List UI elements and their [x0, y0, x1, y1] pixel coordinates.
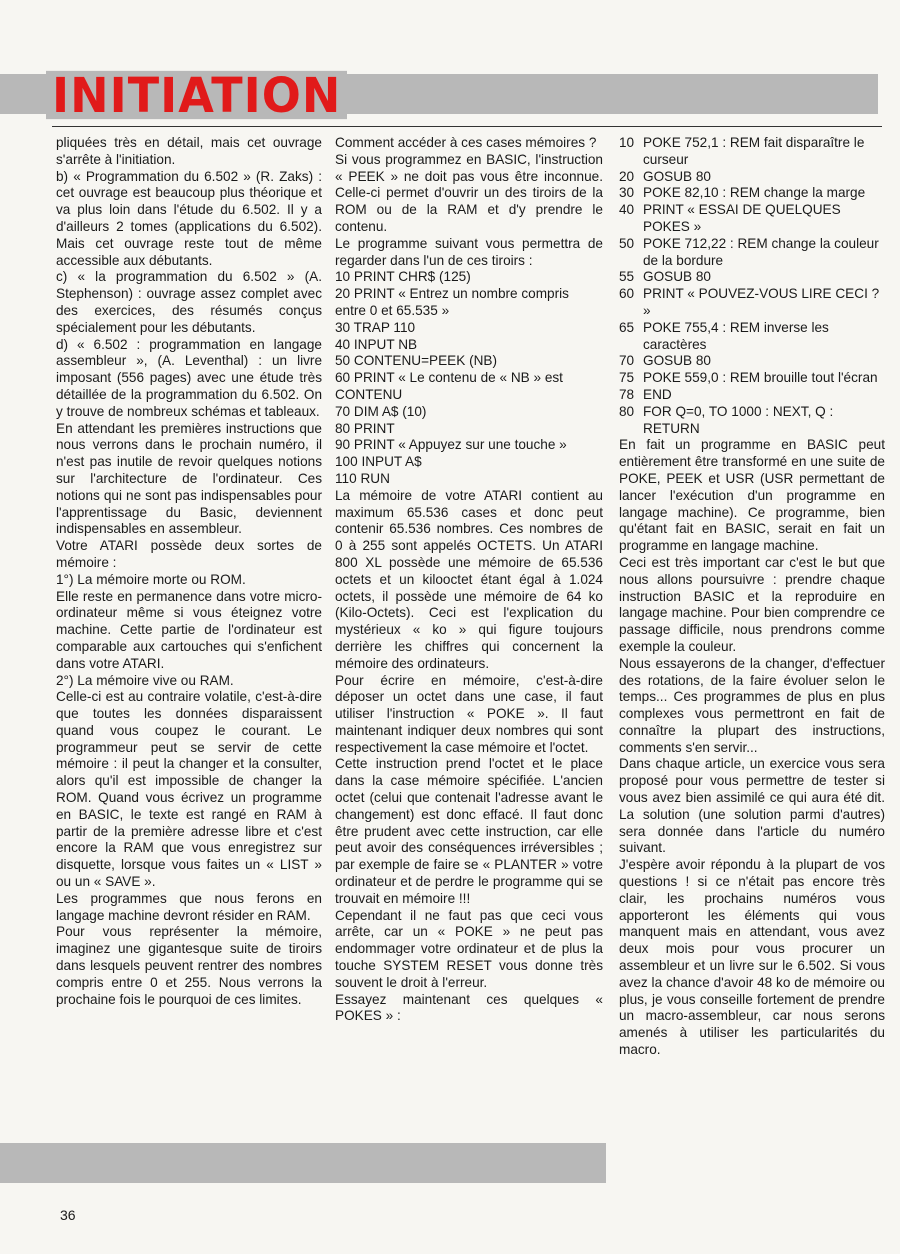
- paragraph: Les programmes que nous ferons en langage machine devront résider en RAM.: [56, 890, 322, 923]
- code-line: [619, 404, 885, 438]
- section-title: INITIATION: [46, 71, 347, 119]
- code-line: [619, 320, 885, 354]
- column-middle: [335, 135, 603, 1025]
- paragraph: pliquées très en détail, mais cet ouvrage s'arrête à l'initiation.: [56, 135, 322, 167]
- code-line: 60 PRINT « Le contenu de « NB » est CONTENU: [335, 370, 563, 402]
- column-right-body: [619, 437, 885, 1058]
- code-line: 80 PRINT: [335, 420, 395, 436]
- code-line: [619, 169, 885, 186]
- line-number: 40: [619, 202, 635, 218]
- line-number: 75: [619, 370, 635, 386]
- line-number: 20: [619, 168, 635, 184]
- paragraph: Nous essayerons de la changer, d'effectuer des rotations, de la faire évoluer selon le temps... Ces programmes de plus en plus complexes vous permettront en fait de connaître la plupart des instructions, comments s'en servir...: [619, 655, 885, 755]
- line-code: FOR Q=0, TO 1000 : NEXT, Q : RETURN: [643, 403, 834, 436]
- line-code: GOSUB 80: [643, 168, 711, 184]
- code-line: 110 RUN: [335, 470, 390, 486]
- code-line: [619, 185, 885, 202]
- paragraph: Essayez maintenant ces quelques « POKES » :: [335, 991, 603, 1024]
- code-line: [619, 370, 885, 387]
- line-code: PRINT « ESSAI DE QUELQUES POKES »: [643, 202, 841, 234]
- line-number: 80: [619, 403, 635, 419]
- code-line: [619, 286, 885, 320]
- line-code: POKE 82,10 : REM change la marge: [643, 185, 866, 201]
- paragraph: En fait un programme en BASIC peut entièrement être transformé en une suite de POKE, PEEK et USR (USR permettant de lancer l'exécution d'un programme en langage machine). Ce programme, bien qu'étant fait en BASIC, serait en fait un programme en langage machine.: [619, 437, 885, 554]
- column-right: [619, 135, 885, 1059]
- line-number: 70: [619, 353, 635, 369]
- paragraph: Dans chaque article, un exercice vous sera proposé pour vous permettre de tester si vous avez bien assimilé ce qui aura été dit. La solution (une solution parmi d'autres) sera donnée dans l'article du numéro suivant.: [619, 756, 885, 856]
- line-number: 10: [619, 135, 635, 150]
- paragraph: Pour vous représenter la mémoire, imaginez une gigantesque suite de tiroirs dans lesquels peuvent rentrer des nombres compris entre 0 et 255. Nous verrons la prochaine fois le pourquoi de ces limites.: [56, 924, 322, 1007]
- paragraph: d) « 6.502 : programmation en langage assembleur », (A. Leventhal) : un livre imposant (556 pages) avec une étude très détaillée de la programmation du 6.502. On y trouve de nombreux schémas et tableaux.: [56, 336, 322, 419]
- paragraph: Cependant il ne faut pas que ceci vous arrête, car un « POKE » ne peut pas endommager votre ordinateur et de plus la touche SYSTEM RESET vous donne très souvent le droit à l'erreur.: [335, 907, 603, 990]
- basic-listing-pokes: [619, 135, 885, 437]
- code-line: 20 PRINT « Entrez un nombre compris entre 0 et 65.535 »: [335, 286, 569, 318]
- paragraph: Comment accéder à ces cases mémoires ?: [335, 135, 597, 150]
- code-line: [619, 236, 885, 270]
- paragraph: Le programme suivant vous permettra de regarder dans l'un de ces tiroirs :: [335, 235, 603, 268]
- code-line: [619, 387, 885, 404]
- line-number: 55: [619, 269, 635, 285]
- code-line: 100 INPUT A$: [335, 454, 422, 470]
- column-left: [56, 135, 322, 1008]
- paragraph: Ceci est très important car c'est le but que nous allons poursuivre : prendre chaque instruction BASIC et la reproduire en langage machine. Pour bien comprendre ce passage difficile, nous prendrons comme exemple la couleur.: [619, 554, 885, 654]
- code-line: [619, 202, 885, 236]
- line-code: POKE 755,4 : REM inverse les caractères: [643, 319, 829, 352]
- code-line: [619, 269, 885, 286]
- paragraph: 1°) La mémoire morte ou ROM.: [56, 571, 246, 587]
- code-line: 50 CONTENU=PEEK (NB): [335, 353, 498, 369]
- line-code: END: [643, 386, 672, 402]
- paragraph: Elle reste en permanence dans votre micro-ordinateur même si vous éteignez votre machine. Cette partie de l'ordinateur est comparable aux cartouches qui s'enfichent dans votre ATARI.: [56, 588, 322, 671]
- header-rule: [52, 126, 882, 127]
- page-number: 36: [60, 1207, 76, 1223]
- line-number: 65: [619, 319, 635, 335]
- line-code: PRINT « POUVEZ-VOUS LIRE CECI ? »: [643, 286, 880, 318]
- paragraph: J'espère avoir répondu à la plupart de vos questions ! si ce n'était pas encore très clair, les prochains numéros vous apporteront les éléments qui vous manquent mais en attendant, vous avez deux mois pour vous procurer un assembleur et un livre sur le 6.502. Si vous avez la chance d'avoir 48 ko de mémoire ou plus, je vous conseille fortement de prendre un macro-assembleur, car nous serons amenés à utiliser les particularités du macro.: [619, 857, 885, 1058]
- code-line: [619, 135, 885, 169]
- line-number: 30: [619, 185, 635, 201]
- paragraph: Cette instruction prend l'octet et le place dans la case mémoire spécifiée. L'ancien octet (celui que contenait l'adresse avant le changement) est donc effacé. Il faut donc être prudent avec cette instruction, car elle peut avoir des conséquences irréversibles ; par exemple de faire se « PLANTER » votre ordinateur et de perdre le programme qui se trouvait en mémoire !!!: [335, 756, 603, 906]
- line-code: GOSUB 80: [643, 269, 711, 285]
- code-line: 10 PRINT CHR$ (125): [335, 269, 471, 285]
- line-code: POKE 712,22 : REM change la couleur de la bordure: [643, 235, 879, 268]
- paragraph: c) « la programmation du 6.502 » (A. Stephenson) : ouvrage assez complet avec des exercices, des résumés conçus spécialement pour les débutants.: [56, 269, 322, 335]
- paragraph: Celle-ci est au contraire volatile, c'est-à-dire que toutes les données disparaissent quand vous coupez le courant. Le programmeur peut se servir de cette mémoire : il peut la changer et la consulter, alors qu'il est impossible de changer la ROM. Quand vous écrivez un programme en BASIC, le texte est rangé en RAM à partir de la première adresse libre et c'est encore la RAM que vous enregistrez sur disquette, lorsque vous faites un « LIST » ou un « SAVE ».: [56, 689, 322, 890]
- line-number: 78: [619, 386, 635, 402]
- line-number: 50: [619, 235, 635, 251]
- line-code: POKE 752,1 : REM fait disparaître le curseur: [643, 135, 865, 167]
- paragraph: Votre ATARI possède deux sortes de mémoire :: [56, 538, 322, 570]
- code-line: 90 PRINT « Appuyez sur une touche »: [335, 437, 567, 453]
- column-middle-body: [335, 488, 603, 1026]
- paragraph: En attendant les premières instructions que nous verrons dans le prochain numéro, il n'est pas inutile de revoir quelques notions sur l'architecture de l'ordinateur. Ces notions qui ne sont pas indispensables pour l'apprentissage du Basic, deviennent indispensables en assembleur.: [56, 420, 322, 537]
- paragraph: La mémoire de votre ATARI contient au maximum 65.536 cases et donc peut contenir 65.536 nombres. Ces nombres de 0 à 255 sont appelés OCTETS. Un ATARI 800 XL possède une mémoire de 65.536 octets et un kilooctet étant égal à 1.024 octets, il possède une mémoire de 64 ko (Kilo-Octets). Ceci est l'explication du mystérieux « ko » qui figure toujours derrière les chiffres qui concernent la mémoire des ordinateurs.: [335, 487, 603, 671]
- line-code: GOSUB 80: [643, 353, 711, 369]
- code-line: 30 TRAP 110: [335, 319, 416, 335]
- paragraph: Pour écrire en mémoire, c'est-à-dire déposer un octet dans une case, il faut utiliser l'instruction « POKE ». Il faut maintenant indiquer deux nombres qui sont respectivement la case mémoire et l'octet.: [335, 672, 603, 755]
- paragraph: b) « Programmation du 6.502 » (R. Zaks) : cet ouvrage est beaucoup plus théorique et va plus loin dans l'étude du 6.502. Il y a d'ailleurs 2 tomes (applications du 6.502). Mais cet ouvrage reste tout de même accessible aux débutants.: [56, 168, 322, 268]
- code-line: 40 INPUT NB: [335, 336, 418, 352]
- basic-listing-peek: [335, 269, 603, 487]
- column-middle-intro: [335, 135, 603, 269]
- line-code: POKE 559,0 : REM brouille tout l'écran: [643, 370, 878, 386]
- code-line: 70 DIM A$ (10): [335, 403, 427, 419]
- line-number: 60: [619, 286, 635, 302]
- paragraph: 2°) La mémoire vive ou RAM.: [56, 672, 234, 688]
- footer-bar: [0, 1143, 606, 1183]
- paragraph: Si vous programmez en BASIC, l'instruction « PEEK » ne doit pas vous être inconnue. Celle-ci permet d'ouvrir un des tiroirs de la ROM ou de la RAM et d'y prendre le contenu.: [335, 151, 603, 234]
- code-line: [619, 353, 885, 370]
